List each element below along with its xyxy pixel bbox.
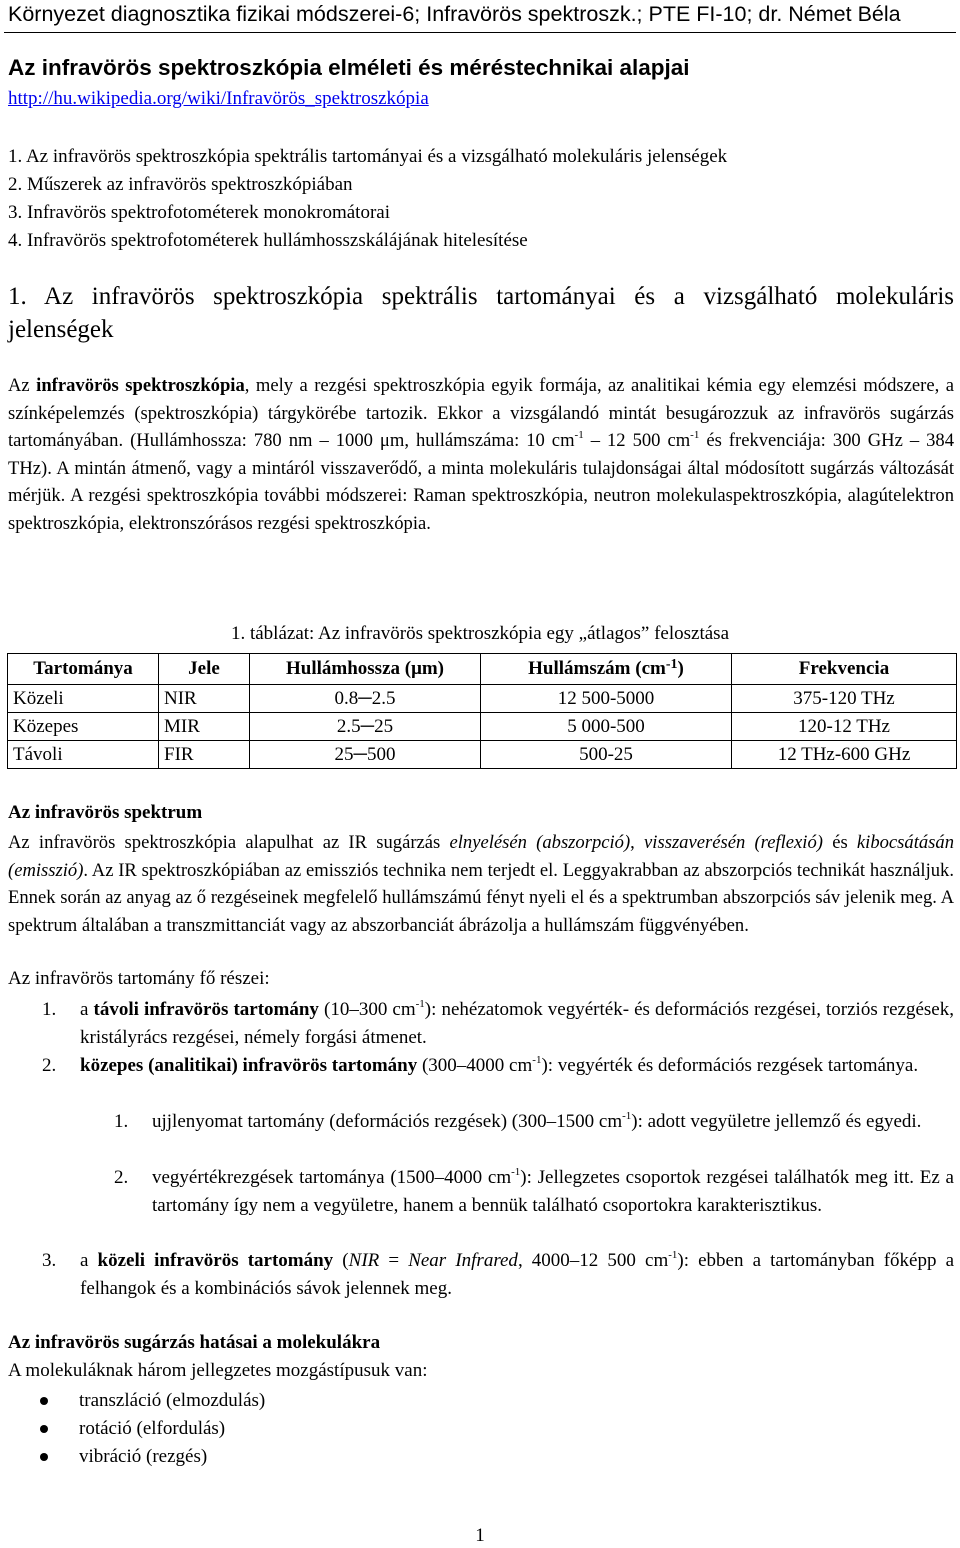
table-cell: 500-25: [481, 741, 732, 769]
effects-intro: A molekuláknak három jellegzetes mozgástípusuk van:: [8, 1360, 428, 1381]
bullet-item: [0, 1415, 265, 1443]
text-run: – 12 500 cm: [583, 430, 691, 451]
running-header: Környezet diagnosztika fizikai módszerei-6; Infravörös spektroszk.; PTE FI-10; dr. Német Béla: [8, 2, 901, 26]
text-run: (300–4000 cm: [417, 1055, 533, 1076]
header-divider: [4, 32, 956, 33]
column-header: Hullámhossza (μm): [250, 654, 481, 685]
table-row: [8, 713, 957, 741]
column-header: Jele: [159, 654, 250, 685]
text-run: a: [80, 1250, 98, 1271]
text-run: Az infravörös spektroszkópia alapulhat az IR sugárzás: [8, 832, 450, 853]
bold-term: távoli infravörös tartomány: [93, 999, 319, 1020]
text-run: ): Jellegzetes csoportok rezgései találhatók meg itt. Ez a tartomány így nem a vegyületre, hanem a bennük található csoportokra karakterisztikus.: [152, 1167, 954, 1216]
parts-label: Az infravörös tartomány fő részei:: [8, 968, 270, 989]
bullet-item: [0, 1443, 265, 1471]
table-cell: MIR: [159, 713, 250, 741]
bullet-dot-icon: [40, 1453, 48, 1461]
bullet-dot-icon: [40, 1397, 48, 1405]
text-run: (: [333, 1250, 349, 1271]
text-run: ): adott vegyületre jellemző és egyedi.: [631, 1111, 922, 1132]
table-cell: 5 000-500: [481, 713, 732, 741]
text-run: a: [80, 999, 94, 1020]
table-of-contents: [8, 143, 727, 255]
bullet-text: transzláció (elmozdulás): [79, 1390, 266, 1411]
list-number: 1.: [42, 999, 57, 1020]
table-cell: Távoli: [8, 741, 159, 769]
page-number: 1: [475, 1525, 485, 1546]
bullet-item: [0, 1387, 265, 1415]
superscript: -1: [690, 429, 700, 441]
list-item: [42, 1052, 954, 1080]
table-cell: Közepes: [8, 713, 159, 741]
toc-item: 1. Az infravörös spektroszkópia spektrális tartományai és a vizsgálható molekuláris jelenségek: [8, 146, 728, 167]
section-heading: 1. Az infravörös spektroszkópia spektrális tartományai és a vizsgálható molekuláris jelenségek: [8, 283, 954, 343]
italic-term: NIR: [348, 1250, 380, 1271]
header-text: ): [677, 658, 684, 679]
list-item: [42, 1247, 955, 1303]
table-cell: FIR: [159, 741, 250, 769]
header-text: Hullámszám (cm: [528, 658, 666, 679]
table-row: [8, 741, 957, 769]
text-run: (10–300 cm: [318, 999, 416, 1020]
italic-term: Near Infrared: [408, 1250, 518, 1271]
text-run: , 4000–12 500 cm: [517, 1250, 669, 1271]
toc-item: 2. Műszerek az infravörös spektroszkópiában: [8, 174, 353, 195]
wikipedia-link[interactable]: http://hu.wikipedia.org/wiki/Infravörös_spektroszkópia: [8, 88, 429, 109]
table-cell: 12 THz-600 GHz: [732, 741, 957, 769]
italic-term: kibocsátásán (emisszió): [8, 832, 955, 881]
column-header: [481, 654, 732, 685]
toc-item: 3. Infravörös spektrofotométerek monokromátorai: [8, 202, 390, 223]
text-run: és: [822, 832, 857, 853]
sub-list-item: [114, 1164, 954, 1220]
toc-item: 4. Infravörös spektrofotométerek hullámhosszskálájának hitelesítése: [8, 230, 528, 251]
column-header: Frekvencia: [732, 654, 957, 685]
spectrum-heading: Az infravörös spektrum: [8, 802, 203, 823]
italic-term: elnyelésén (abszorpció): [449, 832, 631, 853]
list-number: 2.: [114, 1167, 129, 1188]
spectrum-paragraph: [8, 829, 954, 939]
bullet-text: rotáció (elfordulás): [79, 1418, 226, 1439]
list-number: 2.: [42, 1055, 57, 1076]
list-number: 3.: [42, 1250, 57, 1271]
superscript: -1: [622, 1110, 632, 1122]
table-cell: 12 500-5000: [481, 685, 732, 713]
table-header-row: [8, 654, 957, 685]
text-run: . Az IR spektroszkópiában az emissziós technika nem terjedt el. Leggyakrabban az abszorpciós technikát használjuk. Ennek során az anyag az ő rezgéseinek megfelelő hullámszámú fényt nyeli el és a spektrumban abszorpciós sáv jelenik meg. A spektrum általában a transzmittanciát vagy az abszorbanciát ábrázolja a hullámszám függvényében.: [8, 859, 954, 936]
document-title: Az infravörös spektroszkópia elméleti és méréstechnikai alapjai: [8, 55, 690, 80]
table-cell: 25─500: [250, 741, 481, 769]
sub-list-item: [114, 1108, 954, 1136]
text-run: ): ebben a tartományban főképp a felhangok és a kombinációs sávok jelennek meg.: [80, 1250, 955, 1299]
text-run: ujjlenyomat tartomány (deformációs rezgések) (300–1500 cm: [152, 1111, 623, 1132]
text-run: vegyértékrezgések tartománya (1500–4000 cm: [152, 1167, 512, 1188]
bullet-text: vibráció (rezgés): [79, 1446, 208, 1467]
text-run: ,: [630, 832, 645, 853]
effects-heading: Az infravörös sugárzás hatásai a molekulákra: [8, 1332, 381, 1353]
superscript: -1: [665, 657, 678, 672]
text-run: Az: [8, 375, 37, 396]
bold-term: infravörös spektroszkópia: [36, 375, 245, 396]
table-cell: 375-120 THz: [732, 685, 957, 713]
superscript: -1: [668, 1249, 678, 1261]
text-run: ): vegyérték és deformációs rezgések tartománya.: [541, 1055, 919, 1076]
superscript: -1: [532, 1054, 542, 1066]
table-cell: 0.8─2.5: [250, 685, 481, 713]
text-run: , mely a rezgési spektroszkópia egyik formája, az analitikai kémia egy elemzési módszere, a színképelemzés (spektroszkópia) tárgykörébe tartozik. Ekkor a vizsgálandó mintát besugározzuk az infravörös sugárzás tartományában. (Hullámhossza: 780 nm – 1000 μm, hullámszáma: 10 cm: [8, 375, 954, 451]
table-cell: 120-12 THz: [732, 713, 957, 741]
table-cell: Közeli: [8, 685, 159, 713]
table-cell: 2.5─25: [250, 713, 481, 741]
text-run: ): nehézatomok vegyérték- és deformációs rezgései, torziós rezgések, kristályrács rezgései, némely forgási átmenet.: [80, 999, 954, 1048]
list-item: [42, 996, 954, 1052]
intro-paragraph: [8, 372, 954, 537]
superscript: -1: [415, 998, 425, 1010]
superscript: -1: [511, 1166, 521, 1178]
bold-term: közeli infravörös tartomány: [97, 1250, 334, 1271]
italic-term: visszaverésén (reflexió): [644, 832, 823, 853]
table-row: [8, 685, 957, 713]
text-run: =: [379, 1250, 409, 1271]
table-cell: NIR: [159, 685, 250, 713]
list-number: 1.: [114, 1111, 129, 1132]
ir-ranges-table: [7, 653, 957, 769]
superscript: -1: [574, 429, 584, 441]
table-caption: 1. táblázat: Az infravörös spektroszkópia egy „átlagos” felosztása: [230, 623, 730, 644]
bullet-dot-icon: [40, 1425, 48, 1433]
motion-types-list: [0, 1387, 265, 1471]
text-run: és frekvenciája: 300 GHz – 384 THz). A mintán átmenő, vagy a mintáról visszaverődő, a minta molekuláris tulajdonságai által módosított sugárzás változását mérjük. A rezgési spektroszkópia további módszerei: Raman spektroszkópia, neutron molekulaspektroszkópia, alagútelektron spektroszkópia, elektronszórásos rezgési spektroszkópia.: [8, 430, 954, 534]
column-header: Tartománya: [8, 654, 159, 685]
bold-term: közepes (analitikai) infravörös tartomány: [80, 1055, 418, 1076]
